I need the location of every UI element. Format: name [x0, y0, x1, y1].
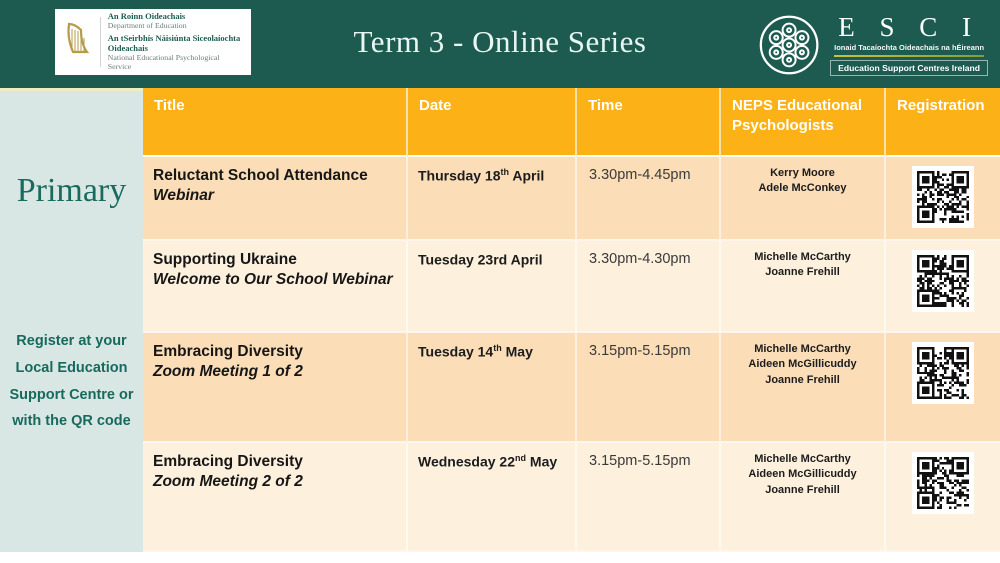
event-format: Welcome to Our School Webinar — [153, 271, 393, 289]
psychologists-cell: Michelle McCarthy Joanne Frehill — [721, 241, 886, 333]
column-header-psychologists: NEPS Educational Psychologists — [721, 88, 886, 157]
qr-code — [912, 250, 974, 312]
qr-code — [912, 452, 974, 514]
event-title: Embracing Diversity — [153, 453, 303, 470]
qr-code — [912, 166, 974, 228]
esci-subtitle-irish: Ionaid Tacaíochta Oideachais na hÉireann — [834, 43, 985, 52]
event-title-cell — [143, 443, 408, 552]
schedule-table — [143, 88, 1000, 552]
date-month: April — [508, 167, 545, 184]
department-of-education-logo — [55, 9, 251, 75]
date-text: Wednesday 22 — [418, 453, 516, 470]
column-header-date: Date — [408, 88, 577, 157]
registration-instructions: Register at your Local Education Support Centre or with the QR code — [9, 333, 134, 430]
event-date-cell — [408, 157, 577, 241]
harp-icon — [63, 18, 93, 66]
event-title-cell — [143, 241, 408, 333]
date-ordinal: th — [493, 343, 502, 353]
event-format: Webinar — [153, 187, 214, 205]
page-title: Term 3 - Online Series — [353, 24, 647, 59]
column-header-time: Time — [577, 88, 721, 157]
esci-logo — [758, 8, 988, 82]
qr-code — [912, 342, 974, 404]
registration-cell — [886, 333, 1000, 443]
event-title: Supporting Ukraine — [153, 251, 297, 268]
psychologists-cell: Kerry Moore Adele McConkey — [721, 157, 886, 241]
dept-name-english: Department of Education — [107, 21, 187, 31]
date-month: April — [507, 251, 543, 268]
column-header-registration: Registration — [886, 88, 1000, 157]
event-title: Embracing Diversity — [153, 343, 303, 360]
event-title-cell — [143, 333, 408, 443]
dept-name-irish: An Roinn Oideachais — [107, 11, 186, 22]
registration-cell — [886, 157, 1000, 241]
event-date-cell — [408, 443, 577, 552]
event-time-cell: 3.30pm-4.45pm — [577, 157, 721, 241]
neps-name-english: National Educational Psychological Service — [107, 52, 220, 71]
audience-level-label: Primary — [16, 172, 127, 209]
sidebar — [0, 88, 143, 552]
date-month: May — [501, 343, 533, 360]
date-text: Tuesday 14 — [418, 343, 494, 360]
date-text: Thursday 18 — [418, 167, 501, 184]
registration-cell — [886, 241, 1000, 333]
event-format: Zoom Meeting 2 of 2 — [153, 473, 303, 491]
event-title-cell — [143, 157, 408, 241]
column-header-title: Title — [143, 88, 408, 157]
psychologists-cell: Michelle McCarthy Aideen McGillicuddy Joanne Frehill — [721, 333, 886, 443]
esci-divider-line — [834, 55, 984, 57]
event-date-cell — [408, 241, 577, 333]
date-ordinal: th — [500, 167, 509, 177]
event-time-cell: 3.30pm-4.30pm — [577, 241, 721, 333]
esci-spiral-icon — [758, 13, 820, 77]
event-format: Zoom Meeting 1 of 2 — [153, 363, 303, 381]
psychologists-cell: Michelle McCarthy Aideen McGillicuddy Joanne Frehill — [721, 443, 886, 552]
neps-name-irish: An tSeirbhís Náisiúnta Siceolaíochta Oideachais — [107, 33, 241, 53]
date-month: May — [526, 453, 558, 470]
esci-acronym: E S C I — [838, 12, 980, 42]
gov-logo-text — [108, 12, 243, 71]
event-time-cell: 3.15pm-5.15pm — [577, 333, 721, 443]
esci-text-block — [830, 14, 988, 76]
registration-cell — [886, 443, 1000, 552]
logo-divider — [100, 17, 101, 67]
esci-subtitle-english: Education Support Centres Ireland — [830, 60, 988, 76]
top-banner — [0, 0, 1000, 88]
date-ordinal: nd — [515, 453, 527, 463]
event-date-cell — [408, 333, 577, 443]
event-time-cell: 3.15pm-5.15pm — [577, 443, 721, 552]
event-title: Reluctant School Attendance — [153, 167, 368, 184]
date-text: Tuesday 23rd — [418, 251, 508, 268]
